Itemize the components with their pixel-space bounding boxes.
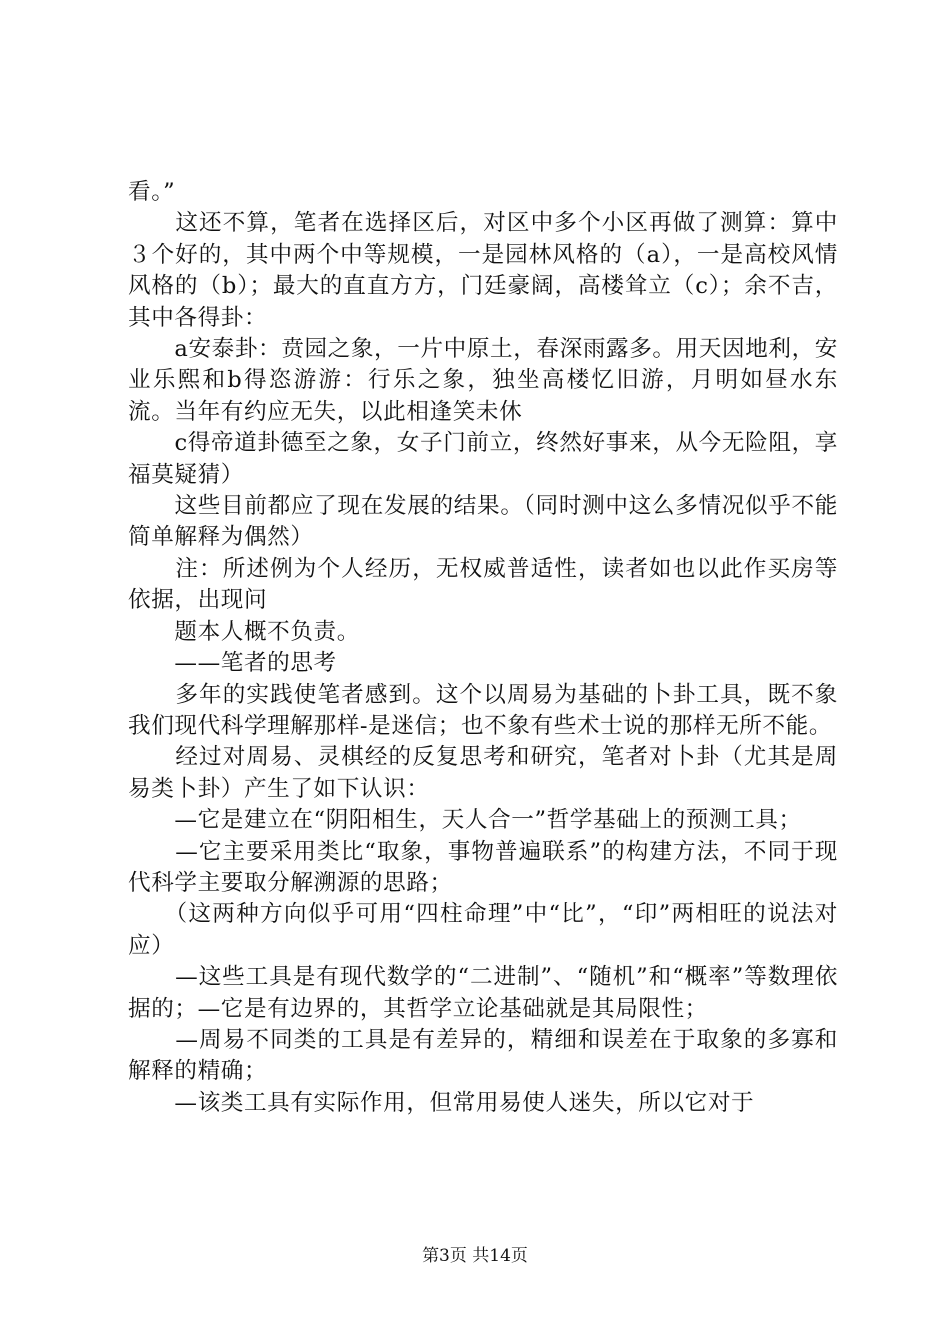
paragraph: 经过对周易、灵棋经的反复思考和研究，笔者对卜卦（尤其是周易类卜卦）产生了如下认识：: [128, 744, 838, 802]
paragraph: ——笔者的思考: [128, 650, 337, 677]
paragraph: —它主要采用类比“取象，事物普遍联系”的构建方法，不同于现代科学主要取分解溯源的思路；: [128, 838, 838, 896]
paragraph: 这些目前都应了现在发展的结果。（同时测中这么多情况似乎不能简单解释为偶然）: [128, 493, 838, 551]
page-number: 第3页 共14页: [422, 1246, 528, 1266]
paragraph: c得帝道卦德至之象，女子门前立，终然好事来，从今无险阻，享福莫疑猜）: [128, 430, 838, 488]
paragraph: 这还不算，笔者在选择区后，对区中多个小区再做了测算：算中３个好的，其中两个中等规模，一是园林风格的（a），一是高校风情风格的（b）；最大的直直方方，门廷豪阔，高楼耸立（c）；余不吉，其中各得卦：: [128, 210, 838, 331]
paragraph: —它是建立在“阴阳相生，天人合一”哲学基础上的预测工具；: [128, 807, 802, 834]
page-footer: [0, 1241, 950, 1266]
paragraph: 看。”: [128, 179, 176, 205]
paragraph: —这些工具是有现代数学的“二进制”、“随机”和“概率”等数理依据的；—它是有边界的，其哲学立论基础就是其局限性；: [128, 964, 838, 1022]
paragraph: —该类工具有实际作用，但常用易使人迷失，所以它对于: [128, 1089, 755, 1116]
document-body: [128, 177, 838, 1119]
paragraph: 注：所述例为个人经历，无权威普适性，读者如也以此作买房等依据，出现问: [128, 555, 838, 614]
paragraph: （这两种方向似乎可用“四柱命理”中“比”，“印”两相旺的说法对应）: [128, 901, 838, 959]
paragraph: 题本人概不负责。: [128, 618, 360, 645]
paragraph: —周易不同类的工具是有差异的，精细和误差在于取象的多寡和解释的精确；: [128, 1026, 838, 1085]
paragraph: 多年的实践使笔者感到。这个以周易为基础的卜卦工具，既不象我们现代科学理解那样-是迷信；也不象有些术士说的那样无所不能。: [128, 681, 838, 739]
paragraph: a安泰卦：贲园之象，一片中原土，春深雨露多。用天因地利，安业乐熙和b得恣游游：行乐之象，独坐高楼忆旧游，月明如昼水东流。当年有约应无失，以此相逢笑未休: [128, 336, 838, 425]
